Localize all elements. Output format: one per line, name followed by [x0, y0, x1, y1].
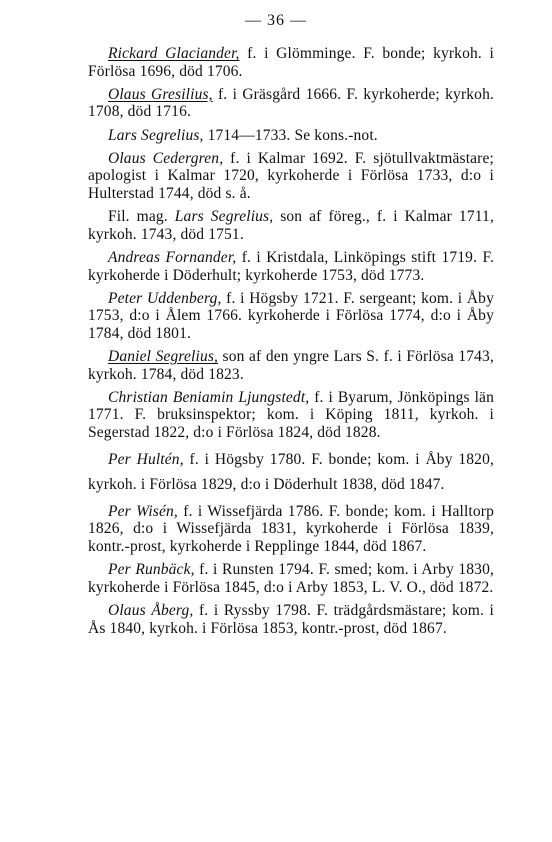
- list-item: [88, 389, 494, 442]
- person-name: Lars Segrelius,: [174, 208, 274, 226]
- entry-text: f. i Runsten 1794. F. smed; kom. i Arby 1830, kyrkoherde i Förlösa 1845, d:o i Arby 1853, L. V. O., död 1872.: [88, 561, 494, 596]
- person-name: Lars Segrelius,: [108, 126, 204, 144]
- person-name: Daniel Segrelius,: [108, 348, 219, 366]
- list-item: [88, 150, 494, 203]
- list-item: [88, 86, 494, 121]
- entry-text: son af den yngre Lars S. f. i Förlösa 1743, kyrkoh. 1784, död 1823.: [88, 348, 494, 383]
- person-name: Andreas Fornander,: [108, 248, 237, 266]
- entry-text: f. i Högsby 1780. F. bonde; kom. i Åby 1820, kyrkoh. i Förlösa 1829, d:o i Döderhult 1838, död 1847.: [88, 451, 495, 494]
- person-name: Olaus Gresilius,: [108, 85, 213, 103]
- list-item: [88, 447, 494, 497]
- entry-text: f. i Glömminge. F. bonde; kyrkoh. i Förlösa 1696, död 1706.: [88, 45, 494, 80]
- person-name: Olaus Cedergren,: [108, 149, 224, 167]
- person-name: Per Wisén,: [108, 502, 178, 520]
- list-item: [88, 45, 494, 80]
- list-item: [88, 290, 494, 343]
- entry-text: 1714—1733. Se kons.-not.: [207, 126, 378, 144]
- list-item: [88, 561, 494, 596]
- list-item: [88, 348, 494, 383]
- entry-text: f. i Kristdala, Linköpings stift 1719. F. kyrkoherde i Döderhult; kyrkoherde 1753, död 1773.: [88, 248, 495, 284]
- list-item: [88, 602, 494, 637]
- person-name: Peter Uddenberg,: [108, 289, 222, 307]
- list-item: [88, 208, 494, 243]
- list-item: [88, 249, 494, 284]
- entry-text: f. i Ryssby 1798. F. trädgårdsmästare; kom. i Ås 1840, kyrkoh. i Förlösa 1853, kontr.-prost, död 1867.: [88, 601, 494, 637]
- clergy-list: [88, 45, 494, 643]
- person-name: Per Runbäck,: [108, 561, 195, 579]
- person-name: Olaus Åberg,: [108, 601, 194, 619]
- entry-prefix: Fil. mag.: [108, 208, 168, 226]
- entry-text: f. i Wissefjärda 1786. F. bonde; kom. i Halltorp 1826, d:o i Wissefjärda 1831, kyrkoherde i Förlösa 1839, kontr.-prost, kyrkoherde i Repplinge 1844, död 1867.: [88, 502, 494, 555]
- list-item: [88, 503, 494, 556]
- list-item: [88, 127, 494, 145]
- entry-text: son af föreg., f. i Kalmar 1711, kyrkoh. 1743, död 1751.: [88, 208, 494, 243]
- person-name: Christian Beniamin Ljungstedt,: [108, 388, 310, 406]
- entry-text: f. i Byarum, Jönköpings län 1771. F. bruksinspektor; kom. i Köping 1811, kyrkoh. i Segerstad 1822, d:o i Förlösa 1824, död 1828.: [88, 388, 494, 442]
- page-number: — 36 —: [245, 12, 307, 29]
- entry-text: f. i Högsby 1721. F. sergeant; kom. i Åby 1753, d:o i Ålem 1766. kyrkoherde i Förlösa 1774, d:o i Åby 1784, död 1801.: [88, 289, 494, 342]
- entry-text: f. i Kalmar 1692. F. sjötullvaktmästare; apologist i Kalmar 1720, kyrkoherde i Förlösa 1733, d:o i Hulterstad 1744, död s. å.: [88, 149, 494, 202]
- person-name: Rickard Glaciander,: [108, 45, 240, 62]
- person-name: Per Hultén,: [108, 451, 184, 469]
- entry-text: f. i Gräsgård 1666. F. kyrkoherde; kyrkoh. 1708, död 1716.: [88, 85, 494, 121]
